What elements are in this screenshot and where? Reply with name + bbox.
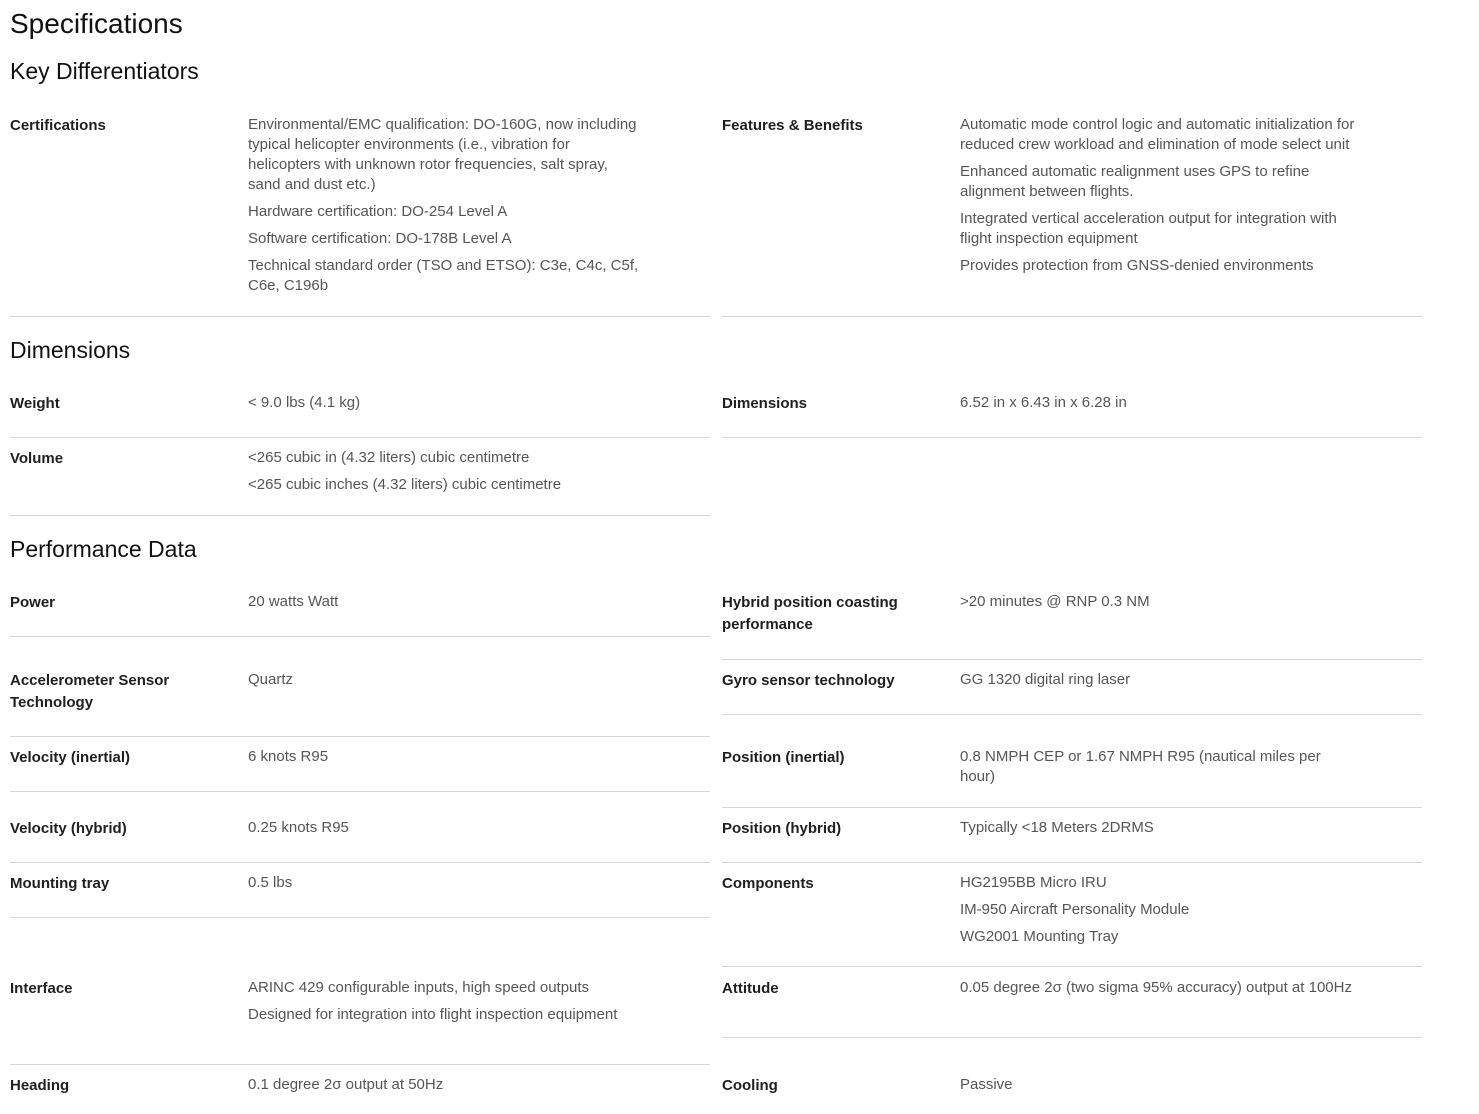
- spec-row-volume: [10, 448, 710, 516]
- spec-value: ARINC 429 configurable inputs, high speed outputs: [248, 979, 590, 996]
- spec-value: 6 knots R95: [248, 748, 329, 765]
- spec-row-power: [10, 592, 710, 637]
- spec-values: [960, 818, 1355, 845]
- spec-value: WG2001 Mounting Tray: [960, 928, 1119, 945]
- spec-label: Position (inertial): [722, 749, 845, 766]
- spec-label: Certifications: [10, 117, 106, 134]
- page-title: Specifications: [10, 8, 183, 39]
- spec-row-velocity-hybrid: [10, 818, 710, 863]
- spec-row-dimensions: [722, 393, 1422, 438]
- spec-values: [248, 873, 643, 900]
- spec-row-weight: [10, 393, 710, 438]
- spec-label: Dimensions: [722, 395, 808, 412]
- spec-row-mounting-tray: [10, 873, 710, 918]
- spec-row-certifications: [10, 115, 710, 317]
- spec-values: [248, 115, 643, 303]
- spec-value: < 9.0 lbs (4.1 kg): [248, 394, 361, 411]
- spec-values: [248, 818, 643, 845]
- spec-values: [960, 1075, 1355, 1102]
- spec-value: Passive: [960, 1076, 1013, 1093]
- spec-value: Quartz: [248, 671, 294, 688]
- spec-value: HG2195BB Micro IRU: [960, 874, 1107, 891]
- spec-value: 0.5 lbs: [248, 874, 293, 891]
- spec-values: [960, 670, 1355, 697]
- spec-row-features-benefits: [722, 115, 1422, 317]
- spec-label: Position (hybrid): [722, 820, 842, 837]
- spec-values: [960, 592, 1355, 619]
- spec-row-hybrid-position-coasting-performance: [722, 592, 1422, 660]
- spec-values: [960, 747, 1355, 794]
- spec-label: Attitude: [722, 980, 779, 997]
- spec-value: Designed for integration into flight inspection equipment: [248, 1006, 618, 1023]
- spec-row-heading: [10, 1075, 710, 1114]
- spec-value: 6.52 in x 6.43 in x 6.28 in: [960, 394, 1127, 411]
- spec-value: Enhanced automatic realignment uses GPS to refine alignment between flights.: [960, 163, 1310, 200]
- spec-label: Weight: [10, 395, 60, 412]
- spec-values: [248, 448, 643, 502]
- spec-label: Components: [722, 875, 814, 892]
- spec-values: [960, 115, 1355, 283]
- spec-row-attitude: [722, 978, 1422, 1038]
- spec-value: Software certification: DO-178B Level A: [248, 230, 512, 247]
- spec-row-gyro-sensor-technology: [722, 670, 1422, 715]
- spec-label: Features & Benefits: [722, 117, 863, 134]
- spec-values: [960, 873, 1355, 954]
- spec-value: Integrated vertical acceleration output for integration with flight inspection equipment: [960, 210, 1337, 247]
- spec-values: [960, 393, 1355, 420]
- spec-value: 0.1 degree 2σ output at 50Hz: [248, 1076, 444, 1093]
- spec-label: Accelerometer Sensor Technology: [10, 672, 170, 711]
- spec-value: 0.05 degree 2σ (two sigma 95% accuracy) output at 100Hz: [960, 979, 1352, 996]
- spec-label: Velocity (inertial): [10, 749, 131, 766]
- spec-label: Gyro sensor technology: [722, 672, 895, 689]
- spec-value: Typically <18 Meters 2DRMS: [960, 819, 1154, 836]
- spec-value: >20 minutes @ RNP 0.3 NM: [960, 593, 1150, 610]
- spec-row-position-hybrid: [722, 818, 1422, 863]
- spec-label: Velocity (hybrid): [10, 820, 127, 837]
- spec-value: 0.8 NMPH CEP or 1.67 NMPH R95 (nautical miles per hour): [960, 748, 1321, 785]
- spec-values: [248, 670, 643, 697]
- spec-label: Volume: [10, 450, 64, 467]
- spec-row-cooling: [722, 1075, 1422, 1114]
- spec-value: 0.25 knots R95: [248, 819, 349, 836]
- spec-values: [248, 747, 643, 774]
- spec-value: Provides protection from GNSS-denied environments: [960, 257, 1314, 274]
- spec-row-components: [722, 873, 1422, 967]
- spec-value: IM-950 Aircraft Personality Module: [960, 901, 1190, 918]
- spec-label: Cooling: [722, 1077, 778, 1094]
- section-heading-key-differentiators: Key Differentiators: [10, 58, 199, 84]
- spec-value: GG 1320 digital ring laser: [960, 671, 1131, 688]
- section-heading-dimensions: Dimensions: [10, 337, 131, 363]
- spec-label: Hybrid position coasting performance: [722, 594, 898, 633]
- spec-values: [248, 592, 643, 619]
- spec-label: Heading: [10, 1077, 70, 1094]
- spec-row-position-inertial: [722, 747, 1422, 808]
- spec-value: Hardware certification: DO-254 Level A: [248, 203, 508, 220]
- spec-label: Interface: [10, 980, 73, 997]
- spec-row-interface: [10, 978, 710, 1065]
- spec-values: [248, 1075, 643, 1102]
- spec-label: Mounting tray: [10, 875, 110, 892]
- spec-value: 20 watts Watt: [248, 593, 339, 610]
- spec-values: [960, 978, 1355, 1005]
- spec-value: Automatic mode control logic and automatic initialization for reduced crew workload and elimination of mode select unit: [960, 116, 1355, 153]
- spec-values: [248, 978, 643, 1032]
- spec-row-accelerometer-sensor-technology: [10, 670, 710, 737]
- spec-value: <265 cubic in (4.32 liters) cubic centimetre: [248, 449, 530, 466]
- spec-value: <265 cubic inches (4.32 liters) cubic centimetre: [248, 476, 562, 493]
- spec-value: Environmental/EMC qualification: DO-160G, now including typical helicopter environments (i.e., vibration for helicopters with unknown rotor frequencies, salt spray, sand and dust etc.): [248, 116, 637, 193]
- section-heading-performance-data: Performance Data: [10, 536, 197, 562]
- spec-values: [248, 393, 643, 420]
- spec-value: Technical standard order (TSO and ETSO): C3e, C4c, C5f, C6e, C196b: [248, 257, 639, 294]
- spec-row-velocity-inertial: [10, 747, 710, 792]
- spec-label: Power: [10, 594, 56, 611]
